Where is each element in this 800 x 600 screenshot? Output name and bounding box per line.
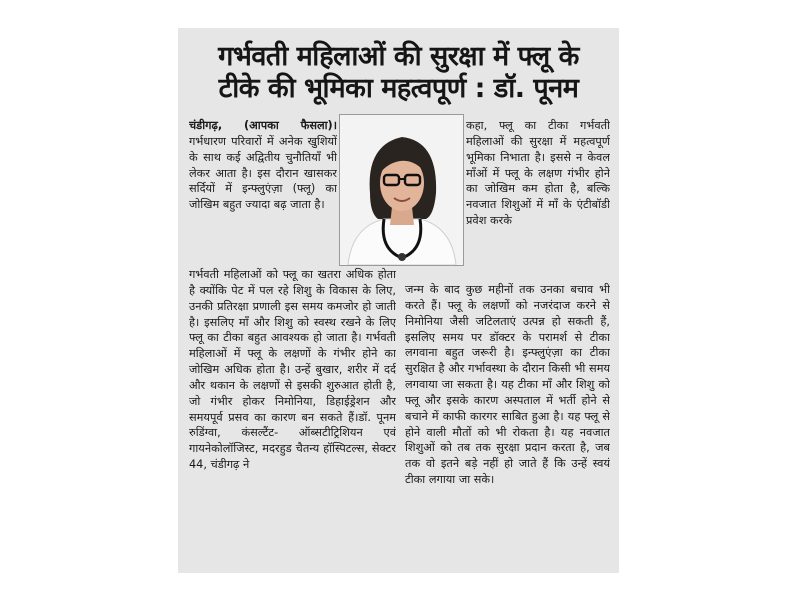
column-bottom-left-text: गर्भवती महिलाओं को फ्लू का खतरा अधिक होता है क्योंकि पेट में पल रहे शिशु के विकास के लिए, उनकी प्रतिरक्षा प्रणाली इस समय कमजोर हो जाती है। इसलिए माँ और शिशु को स्वस्थ रखने के लिए फ्लू का टीका बहुत आवश्यक हो जाता है। गर्भवती महिलाओं में फ्लू के लक्षणों के गंभीर होने का जोखिम अधिक होता है। उन्हें बुखार, शरीर में दर्द और थकान के लक्षणों से इसकी शुरुआत होती है, जो गंभीर होकर निमोनिया, डिहाईड्रेशन और समयपूर्व प्रसव का कारण बन सकते हैं।डॉ. पूनम रुडिंग्वा, कंसल्टैंट- ऑब्सटीट्रिशियन एवं गायनेकोलॉजिस्ट, मदरहुड चैतन्य हॉस्पिटल्स, सेक्टर 44, चंडीगढ़ ने [189,268,396,472]
article-column-right [466,118,610,293]
article-column-bottom-right [405,282,610,567]
headline-line-1: गर्भवती महिलाओं की सुरक्षा में फ्लू के [218,41,579,72]
column-bottom-right-text: जन्म के बाद कुछ महीनों तक उनका बचाव भी करते हैं। फ्लू के लक्षणों को नजरंदाज करने से निमोनिया जैसी जटिलताएं उत्पन्न हो सकती हैं, इसलिए समय पर डॉक्टर के परामर्श से टीका लगवाना बहुत जरूरी है। इन्फ्लुएंज़ा का टीका सुरक्षित है और गर्भावस्था के दौरान किसी भी समय लगवाया जा सकता है। यह टीका माँ और शिशु को फ्लू और इसके कारण अस्पताल में भर्ती होने से बचाने में काफी कारगर साबित हुआ है। यह फ्लू से होने वाली मौतों को भी रोकता है। यह नवजात शिशुओं को तब तक सुरक्षा प्रदान करता है, जब तक वो इतने बड़े नहीं हो जाते हैं कि उन्हें स्वयं टीका लगाया जा सके। [405,283,610,487]
column-right-text: कहा, फ्लू का टीका गर्भवती महिलाओं की सुरक्षा में महत्वपूर्ण भूमिका निभाता है। इससे न केवल माँओं में फ्लू के लक्षण गंभीर होने का जोखिम कम होता है, बल्कि नवजात शिशुओं में माँ के एंटीबॉडी प्रवेश करके [466,119,610,228]
author-photo [339,114,464,266]
article-column-left [189,118,337,263]
dateline: चंडीगढ़, (आपका फैसला)। [189,119,337,132]
headline-line-2: टीके की भूमिका महत्वपूर्ण : डॉ. पूनम [218,73,579,104]
newspaper-clipping [178,28,619,573]
headline [178,41,619,105]
article-column-bottom-left [189,267,396,567]
column-left-text: गर्भधारण परिवारों में अनेक खुशियों के साथ कई अद्वितीय चुनौतियाँ भी लेकर आता है। इस दौरान खासकर सर्दियों में इन्फ्लुएंज़ा (फ्लू) का जोखिम बहुत ज्यादा बढ़ जाता है। [189,134,337,212]
doctor-portrait-image [340,115,463,265]
